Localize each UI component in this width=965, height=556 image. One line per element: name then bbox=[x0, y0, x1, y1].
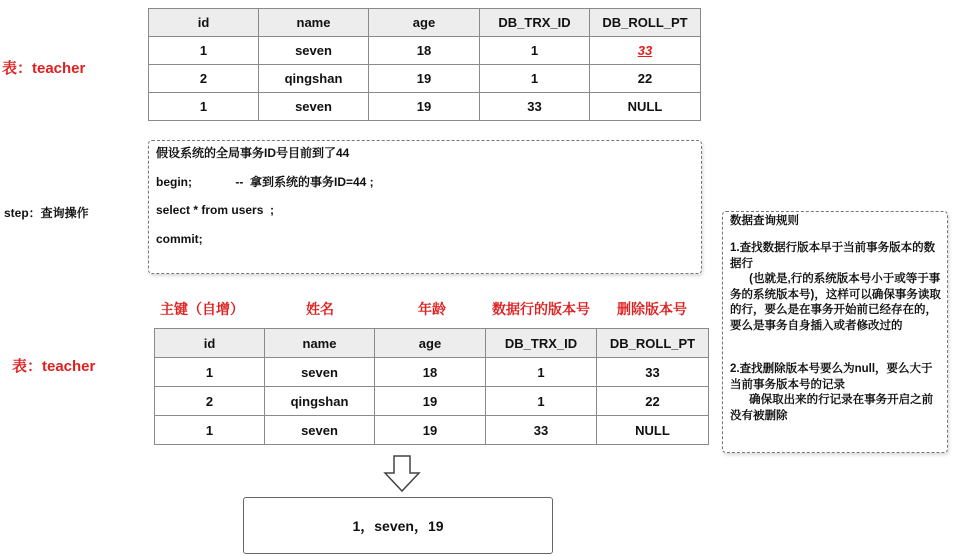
query-rules-box bbox=[722, 211, 948, 453]
cell: 19 bbox=[369, 93, 480, 121]
cell: 1 bbox=[480, 37, 590, 65]
cell: 22 bbox=[590, 65, 701, 93]
sql-line-assumption: 假设系统的全局事务ID号目前到了44 bbox=[156, 146, 350, 160]
table-label-bottom: 表：teacher bbox=[12, 358, 96, 375]
cell: qingshan bbox=[259, 65, 369, 93]
cell: 1 bbox=[486, 358, 597, 387]
cell: 19 bbox=[375, 387, 486, 416]
cell: 1 bbox=[155, 416, 265, 445]
cell: 1 bbox=[480, 65, 590, 93]
col-header-trx-id: DB_TRX_ID bbox=[480, 9, 590, 37]
down-arrow-icon bbox=[382, 454, 422, 494]
col-header-id: id bbox=[155, 329, 265, 358]
teacher-table-top bbox=[148, 8, 701, 121]
desc-age: 年龄 bbox=[418, 301, 446, 317]
cell: seven bbox=[265, 416, 375, 445]
col-header-roll-pt: DB_ROLL_PT bbox=[590, 9, 701, 37]
table-label-top: 表：teacher bbox=[2, 60, 86, 77]
table-header-row bbox=[155, 329, 709, 358]
cell: 33 bbox=[486, 416, 597, 445]
cell: 1 bbox=[155, 358, 265, 387]
cell: 2 bbox=[149, 65, 259, 93]
col-header-roll-pt: DB_ROLL_PT bbox=[597, 329, 709, 358]
rule-1: 1.查找数据行版本早于当前事务版本的数据行 bbox=[730, 242, 936, 270]
table-row bbox=[149, 37, 701, 65]
sql-line-begin: begin; -- 拿到系统的事务ID=44 ; bbox=[156, 175, 374, 189]
table-header-row bbox=[149, 9, 701, 37]
cell-highlight: 33 bbox=[590, 37, 701, 65]
sql-line-select: select * from users ; bbox=[156, 203, 275, 217]
cell: 1 bbox=[486, 387, 597, 416]
desc-name: 姓名 bbox=[306, 301, 334, 317]
step-label: step：查询操作 bbox=[4, 206, 89, 220]
cell: NULL bbox=[597, 416, 709, 445]
cell: 33 bbox=[480, 93, 590, 121]
teacher-table-bottom bbox=[154, 328, 709, 445]
cell: 19 bbox=[375, 416, 486, 445]
col-header-id: id bbox=[149, 9, 259, 37]
col-header-trx-id: DB_TRX_ID bbox=[486, 329, 597, 358]
desc-delete-version: 删除版本号 bbox=[617, 301, 687, 317]
table-row bbox=[155, 416, 709, 445]
query-result-text: 1，seven，19 bbox=[352, 517, 444, 534]
rule-1-detail: (也就是,行的系统版本号小于或等于事务的系统版本号)，这样可以确保事务读取的行，要么是在事务开始前已经存在的，要么是事务自身插入或者修改过的 bbox=[730, 273, 941, 332]
cell: 18 bbox=[369, 37, 480, 65]
cell: 33 bbox=[597, 358, 709, 387]
table-row bbox=[155, 358, 709, 387]
cell: NULL bbox=[590, 93, 701, 121]
col-header-name: name bbox=[265, 329, 375, 358]
query-result-box bbox=[243, 497, 553, 554]
col-header-name: name bbox=[259, 9, 369, 37]
desc-primary-key: 主键（自增） bbox=[160, 301, 244, 317]
cell: seven bbox=[259, 93, 369, 121]
table-row bbox=[149, 65, 701, 93]
table-row bbox=[149, 93, 701, 121]
cell: 19 bbox=[369, 65, 480, 93]
sql-line-commit: commit; bbox=[156, 232, 203, 246]
cell: 1 bbox=[149, 37, 259, 65]
cell: 1 bbox=[149, 93, 259, 121]
rule-2: 2.查找删除版本号要么为null，要么大于当前事务版本号的记录 bbox=[730, 363, 933, 391]
cell: seven bbox=[259, 37, 369, 65]
cell: 18 bbox=[375, 358, 486, 387]
desc-row-version: 数据行的版本号 bbox=[492, 301, 590, 317]
col-header-age: age bbox=[369, 9, 480, 37]
cell: qingshan bbox=[265, 387, 375, 416]
cell: 22 bbox=[597, 387, 709, 416]
cell: 2 bbox=[155, 387, 265, 416]
col-header-age: age bbox=[375, 329, 486, 358]
cell: seven bbox=[265, 358, 375, 387]
rules-title: 数据查询规则 bbox=[730, 215, 799, 227]
rule-2-detail: 确保取出来的行记录在事务开启之前没有被删除 bbox=[730, 394, 934, 422]
sql-steps-box bbox=[148, 140, 702, 274]
table-row bbox=[155, 387, 709, 416]
